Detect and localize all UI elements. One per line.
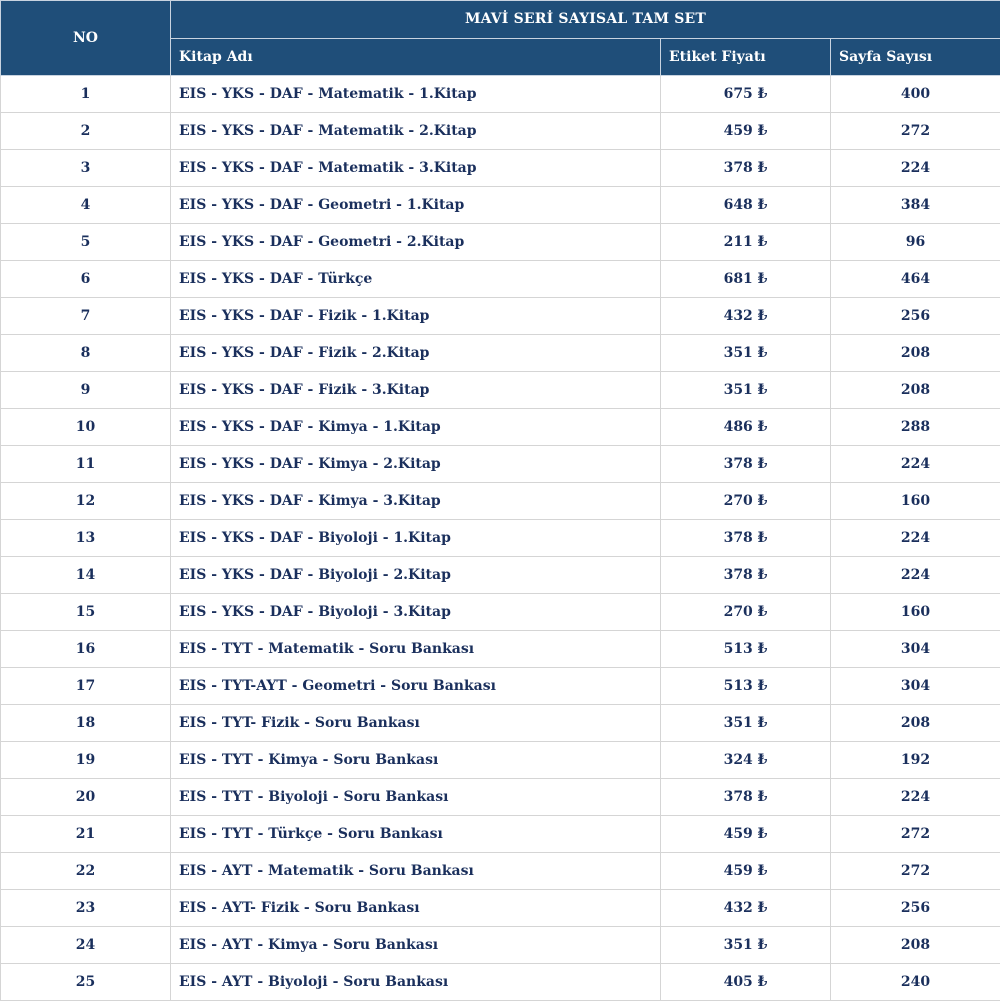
book-name: EIS - TYT-AYT - Geometri - Soru Bankası: [171, 668, 661, 705]
row-number: 25: [1, 964, 171, 1001]
table-row: [1, 927, 1000, 964]
book-name: EIS - AYT- Fizik - Soru Bankası: [171, 890, 661, 927]
row-number: 8: [1, 335, 171, 372]
row-number: 3: [1, 150, 171, 187]
book-pages: 400: [831, 76, 1000, 113]
book-name: EIS - TYT - Matematik - Soru Bankası: [171, 631, 661, 668]
table-row: [1, 372, 1000, 409]
book-pages: 272: [831, 816, 1000, 853]
book-price: 486 ₺: [661, 409, 831, 446]
row-number: 21: [1, 816, 171, 853]
book-name: EIS - YKS - DAF - Matematik - 3.Kitap: [171, 150, 661, 187]
book-pages: 208: [831, 927, 1000, 964]
book-pages: 272: [831, 853, 1000, 890]
book-price: 270 ₺: [661, 483, 831, 520]
book-name: EIS - YKS - DAF - Türkçe: [171, 261, 661, 298]
book-price: 675 ₺: [661, 76, 831, 113]
row-number: 11: [1, 446, 171, 483]
book-name: EIS - YKS - DAF - Kimya - 1.Kitap: [171, 409, 661, 446]
book-price: 211 ₺: [661, 224, 831, 261]
row-number: 10: [1, 409, 171, 446]
book-pages: 224: [831, 779, 1000, 816]
table-row: [1, 224, 1000, 261]
book-name: EIS - YKS - DAF - Matematik - 2.Kitap: [171, 113, 661, 150]
book-pages: 256: [831, 890, 1000, 927]
book-pages: 208: [831, 705, 1000, 742]
row-number: 6: [1, 261, 171, 298]
header-pages: Sayfa Sayısı: [831, 38, 1000, 76]
book-name: EIS - YKS - DAF - Fizik - 2.Kitap: [171, 335, 661, 372]
header-no: NO: [1, 1, 171, 76]
book-price: 351 ₺: [661, 705, 831, 742]
book-pages: 464: [831, 261, 1000, 298]
book-price: 681 ₺: [661, 261, 831, 298]
table-row: [1, 520, 1000, 557]
book-pages: 224: [831, 520, 1000, 557]
book-pages: 288: [831, 409, 1000, 446]
book-name: EIS - AYT - Biyoloji - Soru Bankası: [171, 964, 661, 1001]
table-row: [1, 853, 1000, 890]
table-row: [1, 335, 1000, 372]
row-number: 7: [1, 298, 171, 335]
table-row: [1, 594, 1000, 631]
row-number: 24: [1, 927, 171, 964]
row-number: 4: [1, 187, 171, 224]
book-price: 270 ₺: [661, 594, 831, 631]
book-name: EIS - YKS - DAF - Biyoloji - 1.Kitap: [171, 520, 661, 557]
row-number: 2: [1, 113, 171, 150]
table-row: [1, 409, 1000, 446]
book-pages: 240: [831, 964, 1000, 1001]
book-price: 324 ₺: [661, 742, 831, 779]
book-name: EIS - TYT - Türkçe - Soru Bankası: [171, 816, 661, 853]
book-pages: 224: [831, 446, 1000, 483]
book-price: 378 ₺: [661, 446, 831, 483]
book-price: 459 ₺: [661, 113, 831, 150]
book-name: EIS - AYT - Matematik - Soru Bankası: [171, 853, 661, 890]
book-pages: 272: [831, 113, 1000, 150]
book-name: EIS - YKS - DAF - Fizik - 3.Kitap: [171, 372, 661, 409]
book-pages: 160: [831, 483, 1000, 520]
table-row: [1, 705, 1000, 742]
table-row: [1, 187, 1000, 224]
book-price: 351 ₺: [661, 927, 831, 964]
book-name: EIS - TYT - Kimya - Soru Bankası: [171, 742, 661, 779]
table-row: [1, 113, 1000, 150]
table-row: [1, 742, 1000, 779]
book-name: EIS - AYT - Kimya - Soru Bankası: [171, 927, 661, 964]
book-name: EIS - YKS - DAF - Matematik - 1.Kitap: [171, 76, 661, 113]
book-name: EIS - TYT- Fizik - Soru Bankası: [171, 705, 661, 742]
book-price: 513 ₺: [661, 668, 831, 705]
table-row: [1, 483, 1000, 520]
row-number: 18: [1, 705, 171, 742]
row-number: 15: [1, 594, 171, 631]
book-price: 432 ₺: [661, 298, 831, 335]
book-pages: 304: [831, 631, 1000, 668]
table-row: [1, 631, 1000, 668]
row-number: 14: [1, 557, 171, 594]
table-body: [1, 76, 1000, 1001]
book-price: 378 ₺: [661, 557, 831, 594]
header-book-name: Kitap Adı: [171, 38, 661, 76]
table-row: [1, 890, 1000, 927]
book-name: EIS - YKS - DAF - Biyoloji - 3.Kitap: [171, 594, 661, 631]
book-price: 513 ₺: [661, 631, 831, 668]
table-row: [1, 779, 1000, 816]
book-pages: 192: [831, 742, 1000, 779]
book-price: 378 ₺: [661, 779, 831, 816]
book-pages: 224: [831, 557, 1000, 594]
table-header: [1, 1, 1000, 76]
table-row: [1, 298, 1000, 335]
row-number: 22: [1, 853, 171, 890]
book-name: EIS - YKS - DAF - Geometri - 2.Kitap: [171, 224, 661, 261]
book-name: EIS - YKS - DAF - Kimya - 2.Kitap: [171, 446, 661, 483]
row-number: 9: [1, 372, 171, 409]
book-price: 432 ₺: [661, 890, 831, 927]
row-number: 12: [1, 483, 171, 520]
row-number: 23: [1, 890, 171, 927]
table-row: [1, 816, 1000, 853]
row-number: 19: [1, 742, 171, 779]
table-row: [1, 668, 1000, 705]
book-price: 459 ₺: [661, 853, 831, 890]
book-pages: 96: [831, 224, 1000, 261]
book-price: 648 ₺: [661, 187, 831, 224]
row-number: 17: [1, 668, 171, 705]
row-number: 16: [1, 631, 171, 668]
book-price: 378 ₺: [661, 520, 831, 557]
book-pages: 208: [831, 335, 1000, 372]
header-price: Etiket Fiyatı: [661, 38, 831, 76]
book-pages: 224: [831, 150, 1000, 187]
table-row: [1, 150, 1000, 187]
set-title: MAVİ SERİ SAYISAL TAM SET: [171, 1, 1000, 39]
book-name: EIS - YKS - DAF - Kimya - 3.Kitap: [171, 483, 661, 520]
table-row: [1, 964, 1000, 1001]
row-number: 1: [1, 76, 171, 113]
table-row: [1, 76, 1000, 113]
row-number: 5: [1, 224, 171, 261]
book-pages: 160: [831, 594, 1000, 631]
table-row: [1, 446, 1000, 483]
row-number: 13: [1, 520, 171, 557]
book-name: EIS - YKS - DAF - Geometri - 1.Kitap: [171, 187, 661, 224]
book-pages: 208: [831, 372, 1000, 409]
book-price: 405 ₺: [661, 964, 831, 1001]
row-number: 20: [1, 779, 171, 816]
book-price: 459 ₺: [661, 816, 831, 853]
book-price: 351 ₺: [661, 372, 831, 409]
book-pages: 256: [831, 298, 1000, 335]
table-row: [1, 557, 1000, 594]
table-row: [1, 261, 1000, 298]
book-pages: 304: [831, 668, 1000, 705]
book-name: EIS - TYT - Biyoloji - Soru Bankası: [171, 779, 661, 816]
book-name: EIS - YKS - DAF - Fizik - 1.Kitap: [171, 298, 661, 335]
book-pages: 384: [831, 187, 1000, 224]
book-name: EIS - YKS - DAF - Biyoloji - 2.Kitap: [171, 557, 661, 594]
book-price: 378 ₺: [661, 150, 831, 187]
book-price: 351 ₺: [661, 335, 831, 372]
